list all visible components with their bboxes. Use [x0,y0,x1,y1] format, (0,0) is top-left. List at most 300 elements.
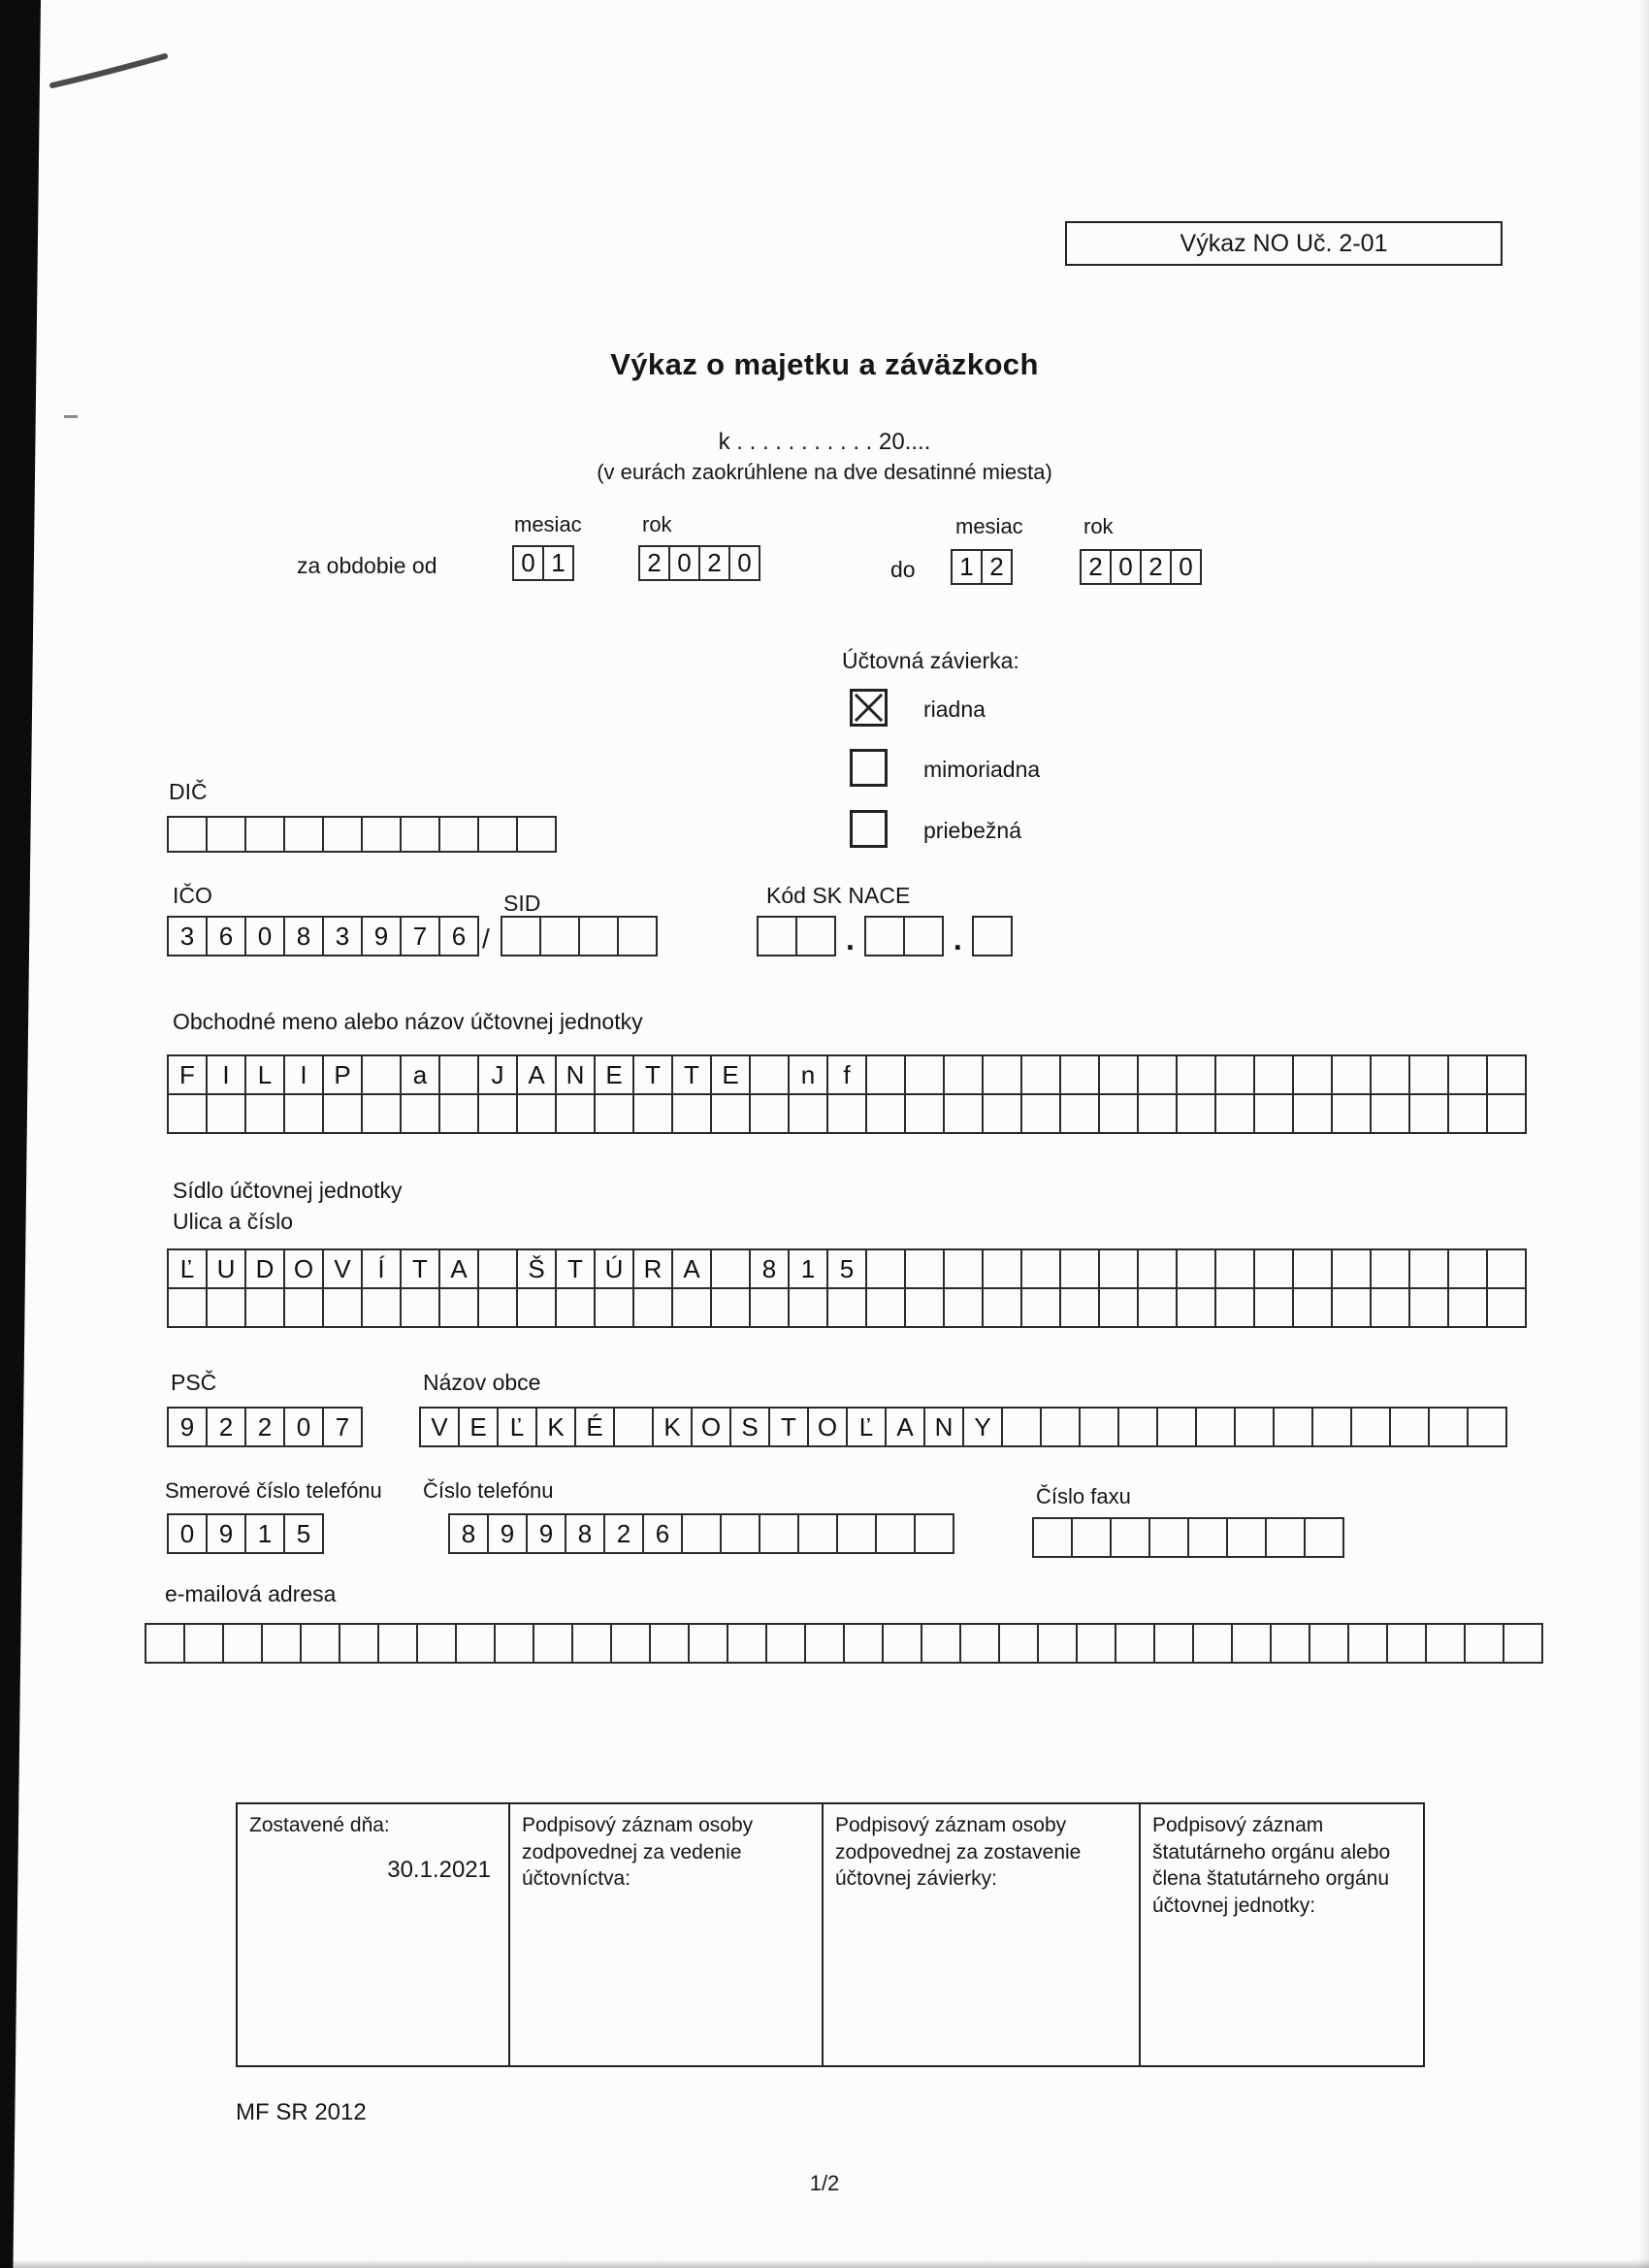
char-cell[interactable] [1370,1054,1410,1095]
char-cell[interactable] [788,1093,828,1134]
char-cell[interactable] [943,1248,984,1289]
ico-label: IČO [173,883,212,908]
char-cell[interactable] [1486,1287,1527,1328]
char-cell[interactable]: P [322,1054,363,1095]
checkbox-riadna-label: riadna [923,697,986,722]
char-cell[interactable] [610,1623,651,1664]
char-cell[interactable]: J [477,1054,518,1095]
char-cell[interactable]: 8 [749,1248,790,1289]
char-cell[interactable] [555,1287,596,1328]
char-cell[interactable] [438,816,479,853]
char-cell[interactable]: 8 [283,916,324,956]
char-cell[interactable] [1331,1287,1372,1328]
char-cell[interactable]: S [729,1407,770,1447]
char-cell[interactable] [1447,1054,1488,1095]
char-cell[interactable] [649,1623,690,1664]
char-cell[interactable]: 9 [167,1407,208,1447]
char-cell[interactable] [1226,1517,1267,1558]
char-cell[interactable]: N [923,1407,964,1447]
char-cell[interactable] [1350,1407,1391,1447]
char-cell[interactable] [1447,1093,1488,1134]
char-cell[interactable] [1214,1054,1255,1095]
char-cell[interactable] [1370,1287,1410,1328]
char-cell[interactable] [681,1513,722,1554]
char-cell[interactable] [914,1513,954,1554]
char-cell[interactable] [921,1623,961,1664]
char-cell[interactable] [339,1623,379,1664]
char-cell[interactable]: n [788,1054,828,1095]
char-cell[interactable]: K [652,1407,693,1447]
char-cell[interactable] [244,1093,285,1134]
char-cell[interactable] [1059,1287,1100,1328]
char-cell[interactable] [710,1248,751,1289]
char-cell[interactable] [1214,1287,1255,1328]
signature-col-date [238,1804,508,2065]
char-cell[interactable] [578,916,619,956]
char-cell[interactable]: 0 [167,1513,208,1554]
char-cell[interactable] [1176,1093,1216,1134]
period-to-month-grid [951,549,1013,585]
char-cell[interactable]: O [283,1248,324,1289]
char-cell[interactable] [455,1623,496,1664]
char-cell[interactable] [1059,1248,1100,1289]
char-cell[interactable] [1370,1093,1410,1134]
char-cell[interactable] [765,1623,806,1664]
char-cell[interactable] [804,1623,845,1664]
char-cell[interactable] [1156,1407,1197,1447]
char-cell[interactable] [1347,1623,1388,1664]
char-cell[interactable]: f [826,1054,867,1095]
char-cell[interactable] [875,1513,916,1554]
char-cell[interactable] [377,1623,418,1664]
char-cell[interactable]: 0 [1170,549,1202,585]
char-cell[interactable]: V [322,1248,363,1289]
char-cell[interactable] [361,1287,402,1328]
char-cell[interactable] [865,1093,906,1134]
char-cell[interactable]: E [710,1054,751,1095]
char-cell[interactable]: A [671,1248,712,1289]
char-cell[interactable]: 2 [206,1407,246,1447]
char-cell[interactable] [594,1093,634,1134]
char-cell[interactable] [1270,1623,1310,1664]
char-cell[interactable] [1098,1248,1139,1289]
char-cell[interactable]: T [555,1248,596,1289]
char-cell[interactable] [998,1623,1039,1664]
checkbox-x-mark [853,692,885,724]
char-cell[interactable] [959,1623,1000,1664]
pen-mark-artifact [47,49,175,93]
char-cell[interactable]: Ľ [167,1248,208,1289]
char-cell[interactable] [1311,1407,1352,1447]
char-cell[interactable] [1176,1287,1216,1328]
char-cell[interactable] [865,1287,906,1328]
char-cell[interactable]: I [206,1054,246,1095]
char-cell[interactable]: A [438,1248,479,1289]
char-cell[interactable]: T [632,1054,673,1095]
char-cell[interactable] [1071,1517,1112,1558]
char-cell[interactable]: 5 [283,1513,324,1554]
char-cell[interactable] [1292,1287,1333,1328]
char-cell[interactable] [749,1093,790,1134]
nace-part1-grid [757,916,836,956]
char-cell[interactable] [1148,1517,1189,1558]
char-cell[interactable] [322,1287,363,1328]
char-cell[interactable]: 3 [167,916,208,956]
char-cell[interactable]: 2 [1140,549,1172,585]
char-cell[interactable] [361,816,402,853]
char-cell[interactable]: 1 [542,545,574,581]
char-cell[interactable] [865,1054,906,1095]
char-cell[interactable]: 9 [487,1513,528,1554]
compiled-on-label: Zostavené dňa: [249,1814,390,1836]
char-cell[interactable]: N [555,1054,596,1095]
char-cell[interactable] [1195,1407,1236,1447]
char-cell[interactable]: A [885,1407,925,1447]
char-cell[interactable] [1001,1407,1042,1447]
char-cell[interactable] [361,1054,402,1095]
char-cell[interactable] [836,1513,877,1554]
char-cell[interactable] [322,1093,363,1134]
char-cell[interactable]: 2 [1080,549,1112,585]
char-cell[interactable] [571,1623,612,1664]
char-cell[interactable] [1253,1054,1294,1095]
char-cell[interactable] [400,816,440,853]
char-cell[interactable] [1098,1054,1139,1095]
char-cell[interactable]: 0 [244,916,285,956]
char-cell[interactable] [501,916,541,956]
char-cell[interactable]: 2 [698,545,730,581]
char-cell[interactable]: 2 [981,549,1013,585]
char-cell[interactable] [1309,1623,1349,1664]
char-cell[interactable] [494,1623,534,1664]
char-cell[interactable]: a [400,1054,440,1095]
char-cell[interactable] [1110,1517,1150,1558]
char-cell[interactable] [671,1093,712,1134]
char-cell[interactable] [1176,1248,1216,1289]
char-cell[interactable] [1187,1517,1228,1558]
street-row1-grid [167,1248,1527,1289]
char-cell[interactable]: 2 [244,1407,285,1447]
char-cell[interactable] [516,816,557,853]
char-cell[interactable] [1117,1407,1158,1447]
char-cell[interactable] [477,1093,518,1134]
checkbox-mimoriadna[interactable] [850,749,888,787]
street-label: Ulica a číslo [173,1209,293,1234]
char-cell[interactable]: F [167,1054,208,1095]
char-cell[interactable]: D [244,1248,285,1289]
char-cell[interactable]: 6 [438,916,479,956]
char-cell[interactable]: O [807,1407,848,1447]
char-cell[interactable] [759,1513,799,1554]
char-cell[interactable] [826,1287,867,1328]
char-cell[interactable] [710,1287,751,1328]
char-cell[interactable] [1115,1623,1155,1664]
char-cell[interactable]: A [516,1054,557,1095]
char-cell[interactable] [943,1287,984,1328]
char-cell[interactable]: 0 [283,1407,324,1447]
char-cell[interactable] [904,1248,945,1289]
char-cell[interactable] [1020,1287,1061,1328]
char-cell[interactable] [749,1054,790,1095]
char-cell[interactable] [671,1287,712,1328]
char-cell[interactable]: 8 [448,1513,489,1554]
nace-part2-grid [864,916,944,956]
char-cell[interactable] [1032,1517,1073,1558]
char-cell[interactable]: Ľ [846,1407,887,1447]
char-cell[interactable]: E [458,1407,499,1447]
char-cell[interactable] [1408,1287,1449,1328]
char-cell[interactable] [1098,1093,1139,1134]
char-cell[interactable] [795,916,836,956]
char-cell[interactable] [788,1287,828,1328]
char-cell[interactable] [757,916,797,956]
char-cell[interactable]: É [574,1407,615,1447]
char-cell[interactable] [1304,1517,1344,1558]
char-cell[interactable] [1137,1093,1178,1134]
char-cell[interactable] [613,1407,654,1447]
signature-table [236,1802,1425,2067]
char-cell[interactable]: V [419,1407,460,1447]
phone-area-label: Smerové číslo telefónu [165,1478,382,1503]
char-cell[interactable] [710,1093,751,1134]
scan-edge-shadow [1637,0,1649,2268]
char-cell[interactable]: 1 [244,1513,285,1554]
char-cell[interactable] [904,1287,945,1328]
char-cell[interactable] [1214,1093,1255,1134]
char-cell[interactable] [1464,1623,1504,1664]
char-cell[interactable]: 2 [638,545,670,581]
char-cell[interactable] [244,816,285,853]
char-cell[interactable] [300,1623,340,1664]
char-cell[interactable] [361,1093,402,1134]
char-cell[interactable] [843,1623,884,1664]
checkbox-priebezna-label: priebežná [923,818,1022,843]
char-cell[interactable] [438,1093,479,1134]
char-cell[interactable] [244,1287,285,1328]
char-cell[interactable] [904,1054,945,1095]
char-cell[interactable]: T [768,1407,809,1447]
char-cell[interactable] [1231,1623,1272,1664]
char-cell[interactable] [183,1623,224,1664]
char-cell[interactable] [1408,1248,1449,1289]
char-cell[interactable] [283,816,324,853]
char-cell[interactable] [1176,1054,1216,1095]
char-cell[interactable]: 5 [826,1248,867,1289]
char-cell[interactable] [400,1287,440,1328]
period-from-month-grid [512,545,574,581]
char-cell[interactable] [982,1093,1022,1134]
char-cell[interactable]: Y [962,1407,1003,1447]
char-cell[interactable] [882,1623,922,1664]
char-cell[interactable] [688,1623,728,1664]
char-cell[interactable] [1037,1623,1078,1664]
char-cell[interactable]: 9 [206,1513,246,1554]
ico-sid-separator: / [482,923,490,954]
char-cell[interactable] [1098,1287,1139,1328]
char-cell[interactable] [438,1054,479,1095]
char-cell[interactable] [400,1093,440,1134]
char-cell[interactable] [167,1093,208,1134]
char-cell[interactable] [1486,1093,1527,1134]
char-cell[interactable]: 9 [361,916,402,956]
char-cell[interactable] [145,1623,185,1664]
char-cell[interactable]: R [632,1248,673,1289]
char-cell[interactable] [1153,1623,1194,1664]
checkbox-priebezna[interactable] [850,810,888,848]
char-cell[interactable]: E [594,1054,634,1095]
char-cell[interactable] [903,916,944,956]
char-cell[interactable] [1265,1517,1306,1558]
char-cell[interactable] [1137,1054,1178,1095]
char-cell[interactable] [1428,1407,1469,1447]
char-cell[interactable]: 7 [400,916,440,956]
period-from-year-grid [638,545,760,581]
char-cell[interactable] [1389,1407,1430,1447]
char-cell[interactable] [206,816,246,853]
char-cell[interactable]: 0 [728,545,760,581]
char-cell[interactable] [1040,1407,1081,1447]
char-cell[interactable] [1447,1287,1488,1328]
char-cell[interactable] [1234,1407,1275,1447]
char-cell[interactable] [1467,1407,1507,1447]
char-cell[interactable] [477,1248,518,1289]
char-cell[interactable]: 6 [642,1513,683,1554]
char-cell[interactable] [416,1623,457,1664]
char-cell[interactable] [1486,1054,1527,1095]
char-cell[interactable] [1192,1623,1233,1664]
char-cell[interactable] [1447,1248,1488,1289]
char-cell[interactable] [1253,1093,1294,1134]
psc-grid [167,1407,363,1447]
char-cell[interactable] [1370,1248,1410,1289]
char-cell[interactable]: Ľ [497,1407,537,1447]
char-cell[interactable] [943,1054,984,1095]
char-cell[interactable]: L [244,1054,285,1095]
scan-edge-artifact [0,0,41,2268]
char-cell[interactable] [632,1093,673,1134]
char-cell[interactable]: Š [516,1248,557,1289]
char-cell[interactable] [1076,1623,1116,1664]
char-cell[interactable] [826,1093,867,1134]
char-cell[interactable] [1331,1093,1372,1134]
char-cell[interactable] [1214,1248,1255,1289]
char-cell[interactable] [167,1287,208,1328]
char-cell[interactable] [1020,1248,1061,1289]
char-cell[interactable] [539,916,580,956]
char-cell[interactable] [1253,1248,1294,1289]
char-cell[interactable] [1137,1287,1178,1328]
char-cell[interactable]: 2 [603,1513,644,1554]
char-cell[interactable]: O [691,1407,731,1447]
char-cell[interactable] [1273,1407,1313,1447]
char-cell[interactable]: 3 [322,916,363,956]
char-cell[interactable]: 0 [1110,549,1142,585]
char-cell[interactable] [1292,1093,1333,1134]
char-cell[interactable]: Í [361,1248,402,1289]
char-cell[interactable]: T [671,1054,712,1095]
char-cell[interactable]: 7 [322,1407,363,1447]
char-cell[interactable] [477,1287,518,1328]
char-cell[interactable]: U [206,1248,246,1289]
char-cell[interactable] [477,816,518,853]
char-cell[interactable] [972,916,1013,956]
char-cell[interactable] [516,1093,557,1134]
char-cell[interactable] [749,1287,790,1328]
char-cell[interactable] [943,1093,984,1134]
char-cell[interactable]: T [400,1248,440,1289]
char-cell[interactable]: Ú [594,1248,634,1289]
char-cell[interactable] [555,1093,596,1134]
char-cell[interactable]: I [283,1054,324,1095]
char-cell[interactable] [438,1287,479,1328]
char-cell[interactable]: 0 [668,545,700,581]
char-cell[interactable] [1059,1093,1100,1134]
char-cell[interactable]: 0 [512,545,544,581]
char-cell[interactable] [283,1093,324,1134]
char-cell[interactable] [1408,1093,1449,1134]
page-number: 1/2 [809,2171,840,2195]
char-cell[interactable] [797,1513,838,1554]
char-cell[interactable]: 9 [526,1513,566,1554]
business-name-row2-grid [167,1093,1527,1134]
char-cell[interactable]: K [535,1407,576,1447]
char-cell[interactable] [904,1093,945,1134]
char-cell[interactable] [1292,1054,1333,1095]
char-cell[interactable] [865,1248,906,1289]
char-cell[interactable] [1331,1054,1372,1095]
char-cell[interactable] [1292,1248,1333,1289]
char-cell[interactable] [1079,1407,1119,1447]
char-cell[interactable]: 1 [951,549,983,585]
char-cell[interactable] [982,1287,1022,1328]
char-cell[interactable] [982,1054,1022,1095]
char-cell[interactable] [632,1287,673,1328]
char-cell[interactable] [1020,1054,1061,1095]
char-cell[interactable] [1137,1248,1178,1289]
char-cell[interactable] [1425,1623,1466,1664]
char-cell[interactable] [206,1093,246,1134]
char-cell[interactable] [594,1287,634,1328]
char-cell[interactable] [1408,1054,1449,1095]
char-cell[interactable] [982,1248,1022,1289]
char-cell[interactable] [1386,1623,1427,1664]
checkbox-riadna[interactable] [850,689,888,727]
char-cell[interactable] [1331,1248,1372,1289]
char-cell[interactable] [1503,1623,1543,1664]
char-cell[interactable] [322,816,363,853]
char-cell[interactable] [261,1623,302,1664]
currency-note: (v eurách zaokrúhlene na dve desatinné miesta) [597,460,1052,484]
char-cell[interactable] [617,916,658,956]
char-cell[interactable] [1020,1093,1061,1134]
char-cell[interactable] [167,816,208,853]
char-cell[interactable] [283,1287,324,1328]
char-cell[interactable] [1253,1287,1294,1328]
char-cell[interactable] [720,1513,760,1554]
char-cell[interactable] [222,1623,263,1664]
char-cell[interactable] [206,1287,246,1328]
char-cell[interactable]: 6 [206,916,246,956]
char-cell[interactable] [533,1623,573,1664]
char-cell[interactable] [1059,1054,1100,1095]
char-cell[interactable]: 8 [565,1513,605,1554]
char-cell[interactable] [864,916,905,956]
char-cell[interactable] [516,1287,557,1328]
char-cell[interactable] [1486,1248,1527,1289]
char-cell[interactable] [727,1623,767,1664]
sid-label: SID [503,891,541,916]
char-cell[interactable]: 1 [788,1248,828,1289]
